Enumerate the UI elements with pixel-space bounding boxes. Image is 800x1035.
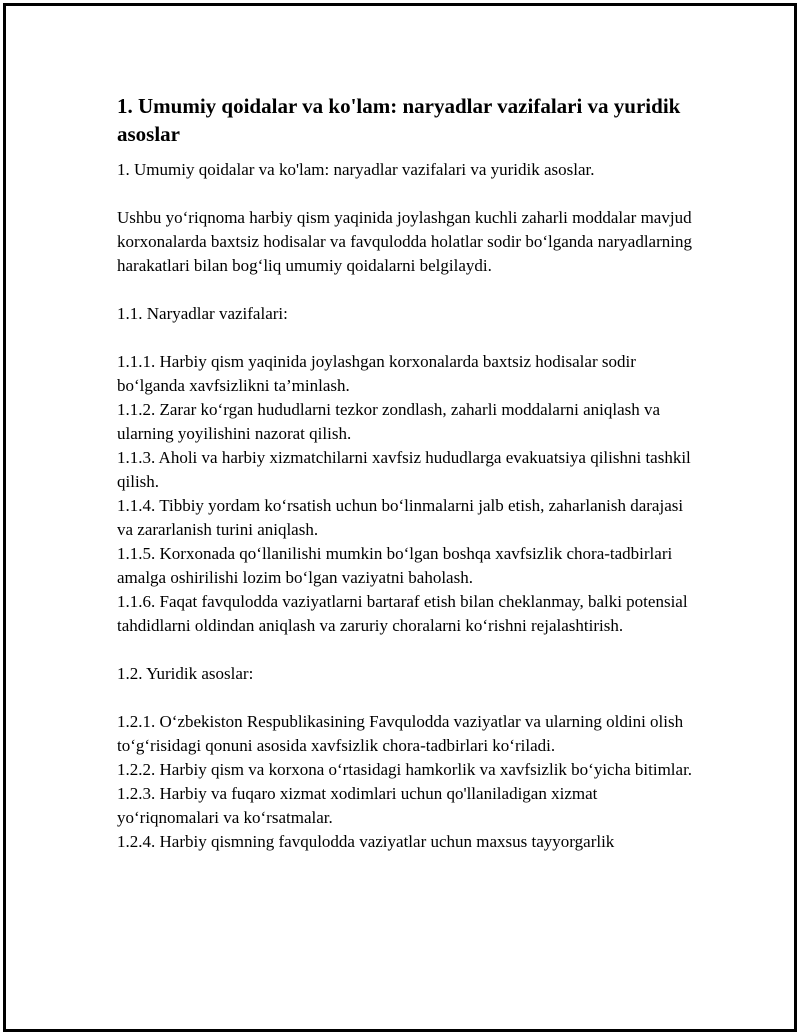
paragraph-gap: [117, 326, 697, 350]
document-heading: 1. Umumiy qoidalar va ko'lam: naryadlar vazifalari va yuridik asoslar: [117, 94, 681, 146]
paragraph-gap: [117, 182, 697, 206]
document-body: [117, 92, 697, 854]
section-1-2-title: 1.2. Yuridik asoslar:: [117, 664, 254, 683]
list-item-1-1-3: 1.1.3. Aholi va harbiy xizmatchilarni xavfsiz hududlarga evakuatsiya qilishni tashkil qilish.: [117, 448, 691, 491]
intro-title-line: 1. Umumiy qoidalar va ko'lam: naryadlar vazifalari va yuridik asoslar.: [117, 160, 595, 179]
list-item-1-2-4: 1.2.4. Harbiy qismning favqulodda vaziyatlar uchun maxsus tayyorgarlik: [117, 832, 615, 851]
paragraph-gap: [117, 686, 697, 710]
list-item-1-1-4: 1.1.4. Tibbiy yordam ko‘rsatish uchun bo‘linmalarni jalb etish, zaharlanish darajasi va zararlanish turini aniqlash.: [117, 496, 684, 539]
paragraph-gap: [117, 278, 697, 302]
list-item-1-2-1: 1.2.1. O‘zbekiston Respublikasining Favqulodda vaziyatlar va ularning oldini olish to‘g‘risidagi qonuni asosida xavfsizlik chora-tadbirlari ko‘riladi.: [117, 712, 684, 755]
paragraph-gap: [117, 638, 697, 662]
list-item-1-2-3: 1.2.3. Harbiy va fuqaro xizmat xodimlari uchun qo'llaniladigan xizmat yo‘riqnomalari va ko‘rsatmalar.: [117, 784, 598, 827]
section-1-1-title: 1.1. Naryadlar vazifalari:: [117, 304, 288, 323]
list-item-1-1-1: 1.1.1. Harbiy qism yaqinida joylashgan korxonalarda baxtsiz hodisalar sodir bo‘lganda xavfsizlikni ta’minlash.: [117, 352, 636, 395]
intro-paragraph: Ushbu yo‘riqnoma harbiy qism yaqinida joylashgan kuchli zaharli moddalar mavjud korxonalarda baxtsiz hodisalar va favqulodda holatlar sodir bo‘lganda naryadlarning harakatlari bilan bog‘liq umumiy qoidalarni belgilaydi.: [117, 208, 692, 275]
list-item-1-1-5: 1.1.5. Korxonada qo‘llanilishi mumkin bo‘lgan boshqa xavfsizlik chora-tadbirlari amalga oshirilishi lozim bo‘lgan vaziyatni baholash.: [117, 544, 673, 587]
list-item-1-1-2: 1.1.2. Zarar ko‘rgan hududlarni tezkor zondlash, zaharli moddalarni aniqlash va ularning yoyilishini nazorat qilish.: [117, 400, 661, 443]
list-item-1-1-6: 1.1.6. Faqat favqulodda vaziyatlarni bartaraf etish bilan cheklanmay, balki potensial tahdidlarni oldindan aniqlash va zaruriy choralarni ko‘rishni rejalashtirish.: [117, 592, 688, 635]
list-item-1-2-2: 1.2.2. Harbiy qism va korxona o‘rtasidagi hamkorlik va xavfsizlik bo‘yicha bitimlar.: [117, 760, 693, 779]
